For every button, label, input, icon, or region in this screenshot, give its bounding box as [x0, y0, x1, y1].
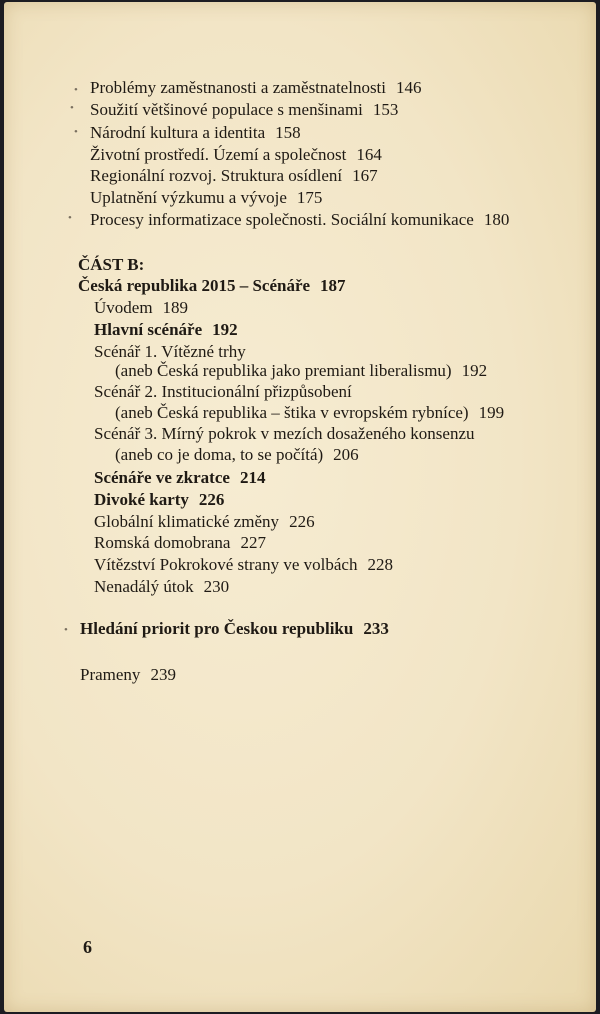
toc-entry: Úvodem 189 — [94, 298, 189, 317]
toc-entry: Procesy informatizace společnosti. Sociální komunikace 180 — [90, 210, 510, 229]
bullet-mark-icon: • — [74, 84, 78, 96]
toc-entry: Problémy zaměstnanosti a zaměstnatelnosti 146 — [90, 78, 422, 97]
bullet-mark-icon: • — [64, 624, 68, 636]
toc-entry: Vítězství Pokrokové strany ve volbách 228 — [94, 555, 393, 574]
toc-entry: Scénář 1. Vítězné trhy — [94, 342, 246, 361]
bullet-mark-icon: • — [68, 212, 72, 224]
toc-entry: Uplatnění výzkumu a vývoje 175 — [90, 188, 323, 207]
toc-entry: Národní kultura a identita 158 — [90, 123, 301, 142]
toc-entry: Regionální rozvoj. Struktura osídlení 167 — [90, 166, 378, 185]
section-heading: ČÁST B: — [78, 255, 145, 274]
toc-entry: Scénář 2. Institucionální přizpůsobení — [94, 382, 352, 401]
toc-entry: Romská domobrana 227 — [94, 533, 266, 552]
toc-entry: Scénář 3. Mírný pokrok v mezích dosaženého konsenzu — [94, 424, 475, 443]
toc-entry: Globální klimatické změny 226 — [94, 512, 315, 531]
table-of-contents — [4, 2, 596, 1012]
toc-entry: (aneb Česká republika – štika v evropském rybníce) 199 — [115, 403, 505, 422]
toc-entry: (aneb co je doma, to se počítá) 206 — [115, 445, 359, 464]
toc-entry: Nenadálý útok 230 — [94, 577, 230, 596]
bullet-mark-icon: • — [70, 102, 74, 114]
toc-entry: Hledání priorit pro Českou republiku 233 — [80, 619, 389, 638]
toc-entry: Prameny 239 — [80, 665, 176, 684]
toc-entry: Scénáře ve zkratce 214 — [94, 468, 266, 487]
toc-entry: Soužití většinové populace s menšinami 153 — [90, 100, 399, 119]
book-page — [4, 2, 596, 1012]
bullet-mark-icon: • — [74, 126, 78, 138]
toc-entry: (aneb Česká republika jako premiant liberalismu) 192 — [115, 361, 488, 380]
toc-entry: Divoké karty 226 — [94, 490, 225, 509]
page-number: 6 — [83, 937, 92, 957]
toc-entry: Hlavní scénáře 192 — [94, 320, 238, 339]
toc-entry: Česká republika 2015 – Scénáře 187 — [78, 276, 346, 295]
toc-entry: Životní prostředí. Území a společnost 164 — [90, 145, 382, 164]
